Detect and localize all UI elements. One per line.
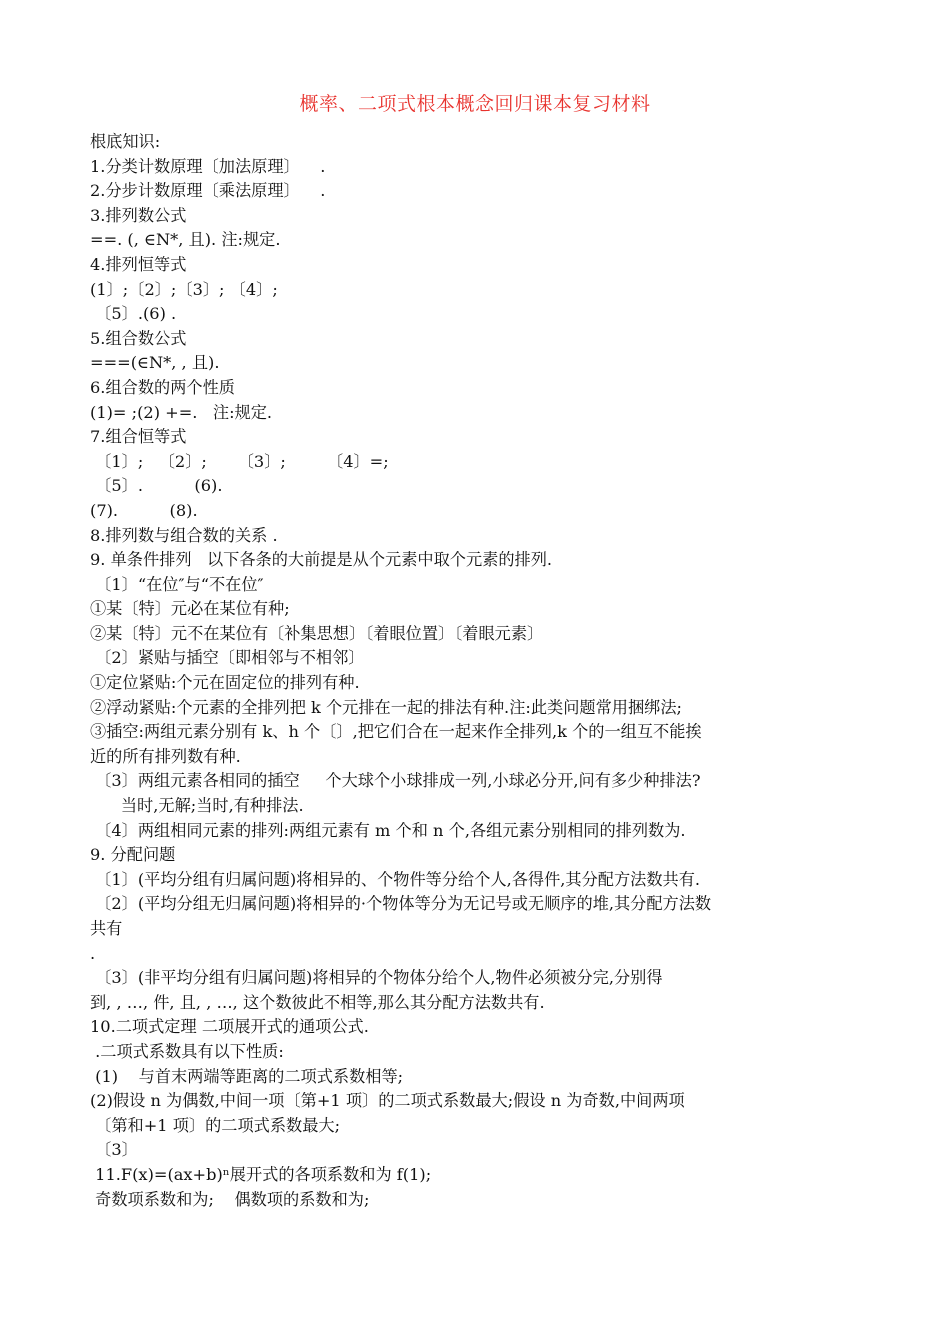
text-line: ③插空:两组元素分别有 k、h 个〔〕,把它们合在一起来作全排列,k 个的一组互不能挨 — [90, 722, 702, 742]
text-line: 5.组合数公式 — [90, 328, 187, 348]
text-line: 9. 单条件排列 以下各条的大前提是从个元素中取个元素的排列. — [90, 550, 553, 570]
text-line: (1)= ;(2) +=. 注:规定. — [90, 402, 273, 422]
document-body — [90, 130, 860, 1212]
text-line: ①定位紧贴:个元在固定位的排列有种. — [90, 673, 360, 693]
text-line: 〔3〕两组元素各相同的插空 个大球个小球排成一列,小球必分开,问有多少种排法? — [90, 771, 701, 791]
text-line: ①某〔特〕元必在某位有种; — [90, 599, 290, 619]
text-line: (1) 与首末两端等距离的二项式系数相等; — [90, 1066, 404, 1086]
text-line: ②某〔特〕元不在某位有〔补集思想〕〔着眼位置〕〔着眼元素〕 — [90, 623, 544, 643]
text-line: 共有 — [90, 919, 123, 938]
text-line: 〔4〕两组相同元素的排列:两组元素有 m 个和 n 个,各组元素分别相同的排列数为. — [90, 820, 686, 840]
text-line: 10.二项式定理 二项展开式的通项公式. — [90, 1017, 369, 1037]
text-line: 3.排列数公式 — [90, 205, 187, 225]
text-line: (7). (8). — [90, 500, 198, 520]
text-line: 奇数项系数和为; 偶数项的系数和为; — [90, 1189, 370, 1209]
text-line: 〔2〕紧贴与插空〔即相邻与不相邻〕 — [90, 648, 365, 668]
text-line: 根底知识: — [90, 132, 161, 151]
text-line: (2)假设 n 为偶数,中间一项〔第+1 项〕的二项式系数最大;假设 n 为奇数,中间两项 — [90, 1091, 685, 1111]
text-line: 〔5〕. (6). — [90, 476, 223, 496]
text-line: 〔1〕; 〔2〕; 〔3〕; 〔4〕=; — [90, 451, 389, 471]
text-line: 7.组合恒等式 — [90, 427, 187, 447]
text-line: 〔第和+1 项〕的二项式系数最大; — [90, 1115, 341, 1135]
text-line: 〔3〕(非平均分组有归属问题)将相异的个物体分给个人,物件必须被分完,分别得 — [90, 968, 663, 988]
document-title: 概率、二项式根本概念回归课本复习材料 — [299, 93, 651, 115]
text-line: 当时,无解;当时,有种排法. — [90, 796, 304, 816]
text-line: ==. (, ∈N*, 且). 注:规定. — [90, 230, 281, 250]
text-line: 〔5〕.(6) . — [90, 304, 177, 324]
text-line: 〔1〕(平均分组有归属问题)将相异的、个物件等分给个人,各得件,其分配方法数共有. — [90, 869, 701, 889]
text-line: 近的所有排列数有种. — [90, 746, 241, 766]
text-line: 1.分类计数原理〔加法原理〕 . — [90, 156, 326, 176]
text-line: 到, , …, 件, 且, , …, 这个数彼此不相等,那么其分配方法数共有. — [90, 992, 545, 1012]
text-line: (1〕;〔2〕;〔3〕; 〔4〕; — [90, 279, 278, 299]
text-line: 6.组合数的两个性质 — [90, 377, 235, 397]
text-line: 4.排列恒等式 — [90, 254, 187, 274]
text-line: ②浮动紧贴:个元素的全排列把 k 个元排在一起的排法有种.注:此类问题常用捆绑法; — [90, 697, 682, 717]
text-line: 8.排列数与组合数的关系 . — [90, 525, 278, 545]
text-line: 11.F(x)=(ax+b)ⁿ展开式的各项系数和为 f(1); — [90, 1164, 432, 1184]
text-line: ===(∈N*, , 且). — [90, 353, 220, 373]
text-line: 〔3〕 — [90, 1140, 138, 1160]
text-line: .二项式系数具有以下性质: — [90, 1041, 284, 1061]
text-line: . — [90, 943, 96, 963]
text-line: 2.分步计数原理〔乘法原理〕 . — [90, 181, 326, 201]
text-line: 〔1〕“在位″与“不在位″ — [90, 574, 264, 594]
text-line: 〔2〕(平均分组无归属问题)将相异的·个物体等分为无记号或无顺序的堆,其分配方法数 — [90, 894, 712, 914]
text-line: 9. 分配问题 — [90, 845, 176, 865]
